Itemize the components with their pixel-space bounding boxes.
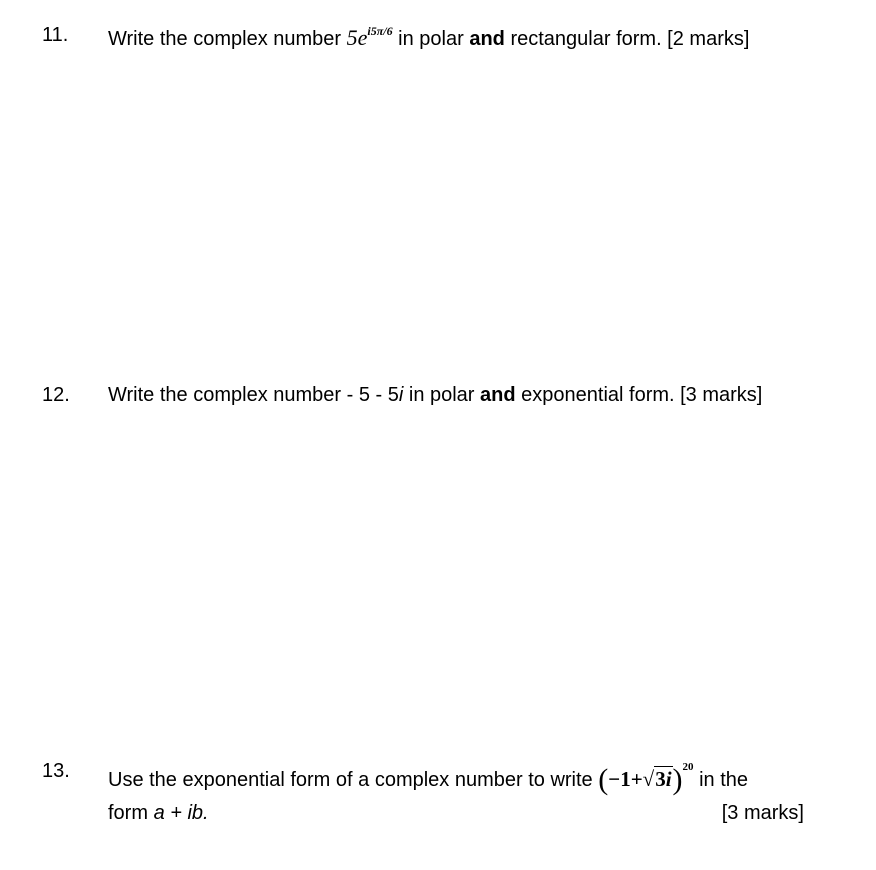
question-number: 11. [42, 24, 69, 46]
text-after: in the [693, 769, 749, 791]
math-power: 20 [682, 761, 694, 773]
text-mid: in polar [403, 384, 481, 406]
text-after: exponential form. [3 marks] [515, 384, 763, 406]
question-text [108, 760, 748, 794]
bold-and: and [480, 384, 516, 406]
text-before: Use the exponential form of a complex number to write [108, 769, 599, 791]
math-expression [598, 761, 694, 796]
close-paren: ) [672, 763, 683, 796]
text-before: Write the complex number - 5 - 5 [108, 384, 399, 406]
question-11 [0, 24, 876, 54]
math-part1: −1+ [608, 767, 643, 791]
question-text [108, 24, 749, 51]
line2-prefix: form [108, 802, 154, 824]
open-paren: ( [598, 763, 609, 796]
math-exponent: i5π/6 [367, 24, 393, 38]
question-text [108, 384, 762, 407]
math-base: 5e [346, 25, 368, 50]
question-line-2 [108, 802, 209, 825]
text-mid: in polar [392, 28, 470, 50]
imaginary-unit: i [665, 767, 672, 791]
sqrt-digit: 3 [655, 767, 666, 791]
question-12 [0, 384, 876, 414]
form-expression: a + ib. [153, 802, 209, 824]
text-after: rectangular form. [2 marks] [504, 28, 750, 50]
marks-label: [3 marks] [721, 802, 804, 824]
question-number: 13. [42, 760, 70, 782]
text-before: Write the complex number [108, 28, 347, 50]
sqrt-symbol: √ [642, 767, 655, 791]
bold-and: and [469, 28, 505, 50]
imaginary-unit: i [398, 384, 404, 406]
question-13 [0, 758, 876, 838]
sqrt-inner [654, 766, 672, 791]
question-number: 12. [42, 384, 70, 406]
